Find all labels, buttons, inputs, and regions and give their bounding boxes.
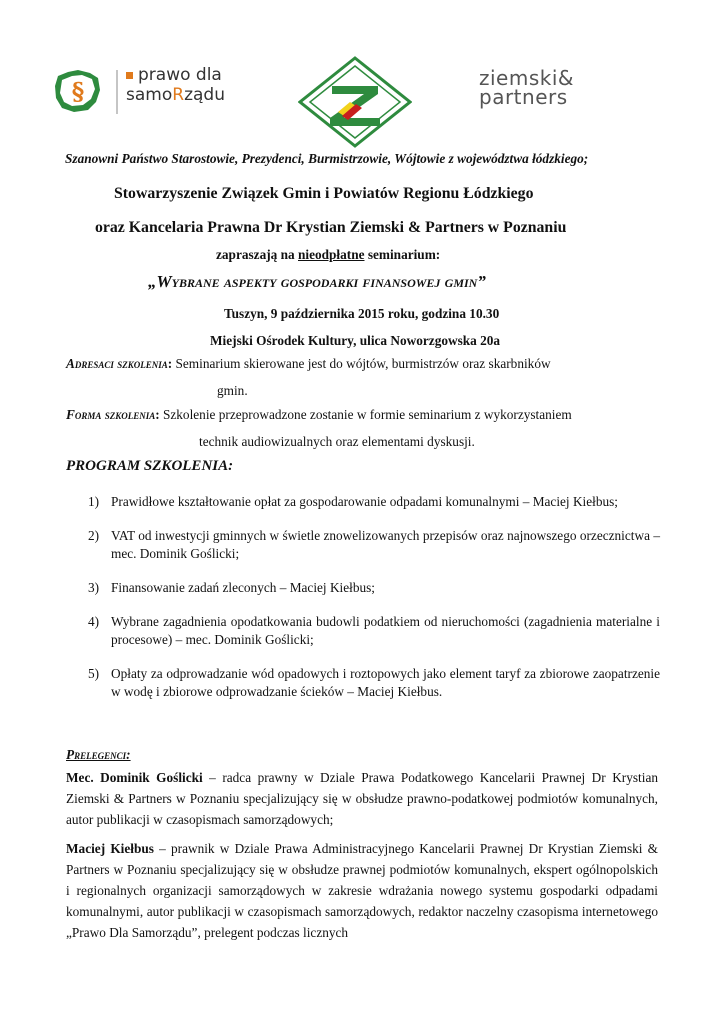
- program-item: 2) VAT od inwestycji gminnych w świetle znowelizowanych przepisów oraz najnowszego orzecznictwa – mec. Dominik Goślicki;: [88, 528, 660, 561]
- greeting-line: Szanowni Państwo Starostowie, Prezydenci, Burmistrzowie, Wójtowie z województwa łódzkiego;: [65, 151, 589, 166]
- speaker-bio-goslicki: Mec. Dominik Goślicki – radca prawny w Dziale Prawa Podatkowego Kancelarii Prawnej Dr Krystian Ziemski & Partners w Poznaniu specjalizujący się w obsłudze prawno-podatkowej podmiotów komunalnych, autor publikacji w czasopismach samorządowych;: [66, 770, 658, 827]
- association-emblem-logo: [298, 56, 412, 148]
- addressees-line-1: Adresaci szkolenia: Seminarium skierowane jest do wójtów, burmistrzów oraz skarbników: [66, 356, 551, 371]
- program-item: 4) Wybrane zagadnienia opodatkowania budowli podatkiem od nieruchomości (zagadnienia materialne i procesowe) – mec. Dominik Goślicki;: [88, 614, 660, 647]
- addressees-line-2: gmin.: [217, 383, 248, 398]
- program-item: 3) Finansowanie zadań zleconych – Maciej Kiełbus;: [88, 580, 376, 595]
- organizer-line-2: oraz Kancelaria Prawna Dr Krystian Ziemski & Partners w Poznaniu: [95, 219, 567, 236]
- prawo-dla-samorzadu-logo: [52, 66, 242, 116]
- logo-text-line1: prawo dla: [138, 65, 222, 85]
- program-heading: PROGRAM SZKOLENIA:: [66, 458, 234, 474]
- program-list: [88, 493, 660, 717]
- date-line: Tuszyn, 9 października 2015 roku, godzina 10.30: [224, 306, 500, 321]
- logo-orange-square: [126, 72, 133, 79]
- venue-line: Miejski Ośrodek Kultury, ulica Noworzgowska 20a: [210, 333, 501, 348]
- speakers-heading: Prelegenci:: [66, 747, 131, 762]
- logo-divider: [116, 70, 118, 114]
- ziemski-partners-logo: ziemski& partners: [479, 66, 574, 109]
- seminar-title: „Wybrane aspekty gospodarki finansowej gmin”: [148, 272, 486, 291]
- diamond-z-emblem-icon: [298, 56, 412, 148]
- poland-map-icon: [52, 68, 104, 114]
- invite-line: zapraszają na nieodpłatne seminarium:: [216, 247, 441, 262]
- logo-text-line2: samoRządu: [126, 85, 225, 105]
- svg-text:§: §: [71, 77, 85, 106]
- program-item: 5) Opłaty za odprowadzanie wód opadowych i roztopowych jako element taryf za zbiorowe zaopatrzenie w wodę i zbiorowe odprowadzanie ścieków – Maciej Kiełbus.: [88, 666, 660, 699]
- form-line-2: technik audiowizualnych oraz elementami dyskusji.: [199, 434, 475, 449]
- program-item: 1) Prawidłowe kształtowanie opłat za gospodarowanie odpadami komunalnymi – Maciej Kiełbus;: [88, 494, 619, 509]
- organizer-line-1: Stowarzyszenie Związek Gmin i Powiatów Regionu Łódzkiego: [114, 185, 534, 202]
- speaker-bio-kielbus: Maciej Kiełbus – prawnik w Dziale Prawa Administracyjnego Kancelarii Prawnej Dr Krystian Ziemski & Partners w Poznaniu specjalizujący się w obsłudze prawnej podmiotów komunalnych, ekspert ogólnopolskich i regionalnych organizacji samorządowych w zakresie wdrażania nowego systemu gospodarki odpadami komunalnymi, autor publikacji w czasopismach samorządowych, redaktor naczelny czasopisma internetowego „Prawo Dla Samorządu”, prelegent podczas licznych: [66, 841, 659, 940]
- form-line-1: Forma szkolenia: Szkolenie przeprowadzone zostanie w formie seminarium z wykorzystaniem: [66, 407, 572, 422]
